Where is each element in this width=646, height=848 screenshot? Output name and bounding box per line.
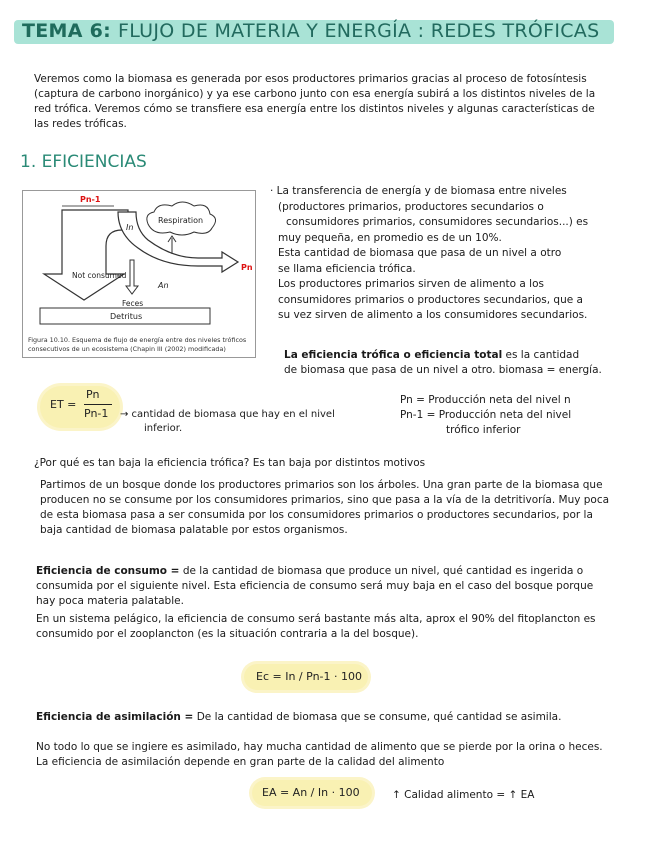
question-text: ¿Por qué es tan baja la eficiencia trófica? Es tan baja por distintos motivos	[34, 457, 426, 469]
et-lhs: ET =	[50, 398, 77, 411]
consumption-efficiency-term: Eficiencia de consumo =	[36, 565, 180, 577]
transfer-line: · La transferencia de energía y de biomasa entre niveles	[270, 185, 567, 197]
assimilation-efficiency-paragraph	[36, 710, 608, 725]
consumption-efficiency-text: de la cantidad de biomasa que produce un nivel, qué cantidad es ingerida o consumida por el siguiente nivel. Esta eficiencia de consumo será muy baja en el caso del bosque porque hay poca materia palatable.	[36, 565, 594, 607]
transfer-line: consumidores primarios o productores secundarios, que a	[278, 293, 583, 306]
assimilation-detail: No todo lo que se ingiere es asimilado, hay mucha cantidad de alimento que se pierde por la orina o heces. La eficiencia de asimilación depende en gran parte de la calidad del alimento	[36, 741, 603, 768]
ec-formula: Ec = In / Pn-1 · 100	[256, 670, 362, 683]
label-an: An	[158, 281, 169, 290]
label-in: In	[126, 223, 134, 232]
assimilation-efficiency-text: De la cantidad de biomasa que se consume, qué cantidad se asimila.	[196, 711, 562, 723]
et-explanation	[120, 408, 380, 436]
energy-flow-figure	[22, 190, 256, 358]
transfer-text	[270, 184, 630, 324]
label-respiration: Respiration	[158, 216, 204, 225]
definitions	[400, 393, 640, 438]
figure-caption-line2: consecutivos de un ecosistema (Chapin III (2002) modificada)	[28, 345, 226, 353]
trophic-efficiency-definition	[284, 348, 634, 378]
transfer-line: se llama eficiencia trófica.	[278, 262, 416, 275]
title-prefix: TEMA 6:	[22, 20, 112, 42]
definition-pn1-cont: trófico inferior	[446, 424, 521, 436]
definition-pn: Pn = Producción neta del nivel n	[400, 394, 571, 406]
assimilation-efficiency-term: Eficiencia de asimilación =	[36, 711, 194, 723]
transfer-line: muy pequeña, en promedio es de un 10%.	[278, 231, 502, 244]
transfer-line: (productores primarios, productores secundarios o	[278, 200, 544, 213]
intro-paragraph: Veremos como la biomasa es generada por esos productores primarios gracias al proceso de fotosíntesis (captura de carbono inorgánico) y ya ese carbono junto con esa energía subirá a los distintos niveles de la red trófica. Veremos cómo se transfiere esa energía entre los distintos niveles y algunas características de las redes tróficas.	[34, 73, 596, 130]
label-pn1: Pn-1	[80, 195, 101, 204]
page-title	[22, 20, 599, 42]
food-quality-note: ↑ Calidad alimento = ↑ EA	[392, 789, 535, 801]
title-main: FLUJO DE MATERIA Y ENERGÍA : REDES TRÓFICAS	[118, 20, 600, 42]
label-pn: Pn	[241, 263, 253, 272]
et-denominator: Pn-1	[84, 407, 109, 420]
et-fraction-bar	[84, 404, 112, 405]
trophic-efficiency-line2: de biomasa que pasa de un nivel a otro. biomasa = energía.	[284, 364, 602, 376]
definition-pn1: Pn-1 = Producción neta del nivel	[400, 409, 572, 421]
forest-paragraph: Partimos de un bosque donde los productores primarios son los árboles. Una gran parte de la biomasa que producen no se consume por los consumidores primarios, sino que pasa a la vía de la detritivoría. Muy poca de esta biomasa pasa a ser consumida por los consumidores primarios o productores secundarios, por la baja cantidad de biomasa palatable por estos organismos.	[40, 479, 610, 536]
consumption-efficiency-paragraph	[36, 564, 608, 609]
transfer-line: consumidores primarios, consumidores secundarios...) es	[286, 216, 589, 228]
label-detritus: Detritus	[110, 312, 143, 321]
pelagic-paragraph: En un sistema pelágico, la eficiencia de consumo será bastante más alta, aprox el 90% del fitoplancton es consumido por el zooplancton (es la situación contraria a la del bosque).	[36, 613, 596, 640]
et-explanation-line2: inferior.	[144, 423, 183, 434]
label-feces: Feces	[122, 299, 144, 308]
trophic-efficiency-term: La eficiencia trófica o eficiencia total	[284, 349, 503, 361]
section-heading-eficiencias: 1. EFICIENCIAS	[20, 152, 147, 172]
figure-caption-line1: Figura 10.10. Esquema de flujo de energía entre dos niveles tróficos	[28, 336, 247, 344]
transfer-line: Los productores primarios sirven de alimento a los	[278, 278, 544, 290]
et-explanation-line1: → cantidad de biomasa que hay en el nivel	[120, 409, 335, 420]
et-numerator: Pn	[86, 388, 100, 401]
transfer-line: Esta cantidad de biomasa que pasa de un nivel a otro	[278, 247, 562, 259]
trophic-efficiency-rest: es la cantidad	[505, 349, 580, 361]
ea-formula: EA = An / In · 100	[262, 786, 360, 799]
label-not-consumed: Not consumed	[72, 271, 127, 280]
transfer-line: su vez sirven de alimento a los consumidores secundarios.	[278, 309, 588, 321]
